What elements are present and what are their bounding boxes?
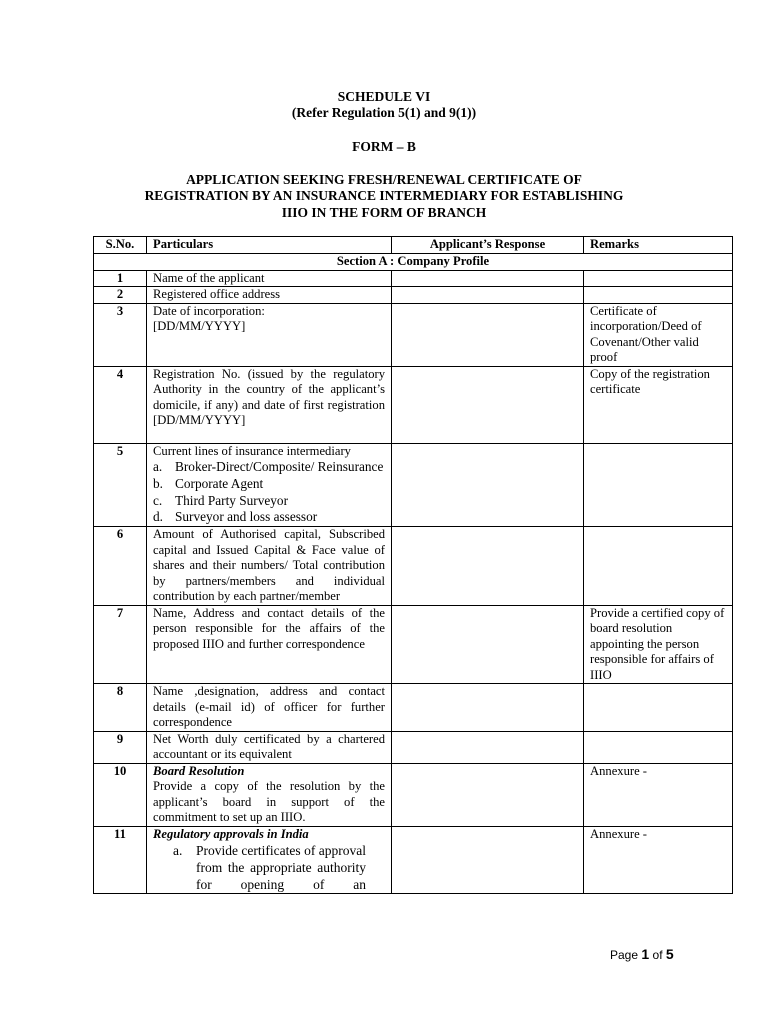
table-row (94, 366, 733, 443)
row-particulars: Registered office address (147, 287, 392, 304)
row-subheading: Board Resolution (153, 763, 245, 778)
section-a-heading: Section A : Company Profile (94, 254, 733, 271)
list-letter: d. (153, 509, 163, 525)
row-particulars: Net Worth duly certificated by a chartered accountant or its equivalent (147, 731, 392, 763)
row-particulars: Name of the applicant (147, 270, 392, 287)
title-line-1: APPLICATION SEEKING FRESH/RENEWAL CERTIFICATE OF (186, 172, 582, 187)
title-line-3: IIIO IN THE FORM OF BRANCH (281, 205, 487, 220)
row-remarks: Certificate of incorporation/Deed of Covenant/Other valid proof (584, 303, 733, 366)
row-subheading: Regulatory approvals in India (153, 826, 309, 841)
row-remarks: Annexure - (584, 826, 733, 894)
response-cell[interactable] (392, 826, 584, 894)
table-row (94, 303, 733, 366)
response-cell[interactable] (392, 684, 584, 732)
table-row (94, 826, 733, 894)
table-row (94, 605, 733, 684)
list-letter: b. (153, 475, 163, 491)
row-remarks (584, 684, 733, 732)
table-row (94, 763, 733, 826)
list-item (153, 509, 385, 526)
row-particulars (147, 763, 392, 826)
row-remarks (584, 443, 733, 527)
list-item (153, 459, 385, 476)
row-remarks (584, 270, 733, 287)
table-row (94, 443, 733, 527)
section-row (94, 254, 733, 271)
table-header-row (94, 237, 733, 254)
list-item (173, 842, 385, 893)
row-particulars: Name ,designation, address and contact details (e-mail id) of officer for further correspondence (147, 684, 392, 732)
response-cell[interactable] (392, 731, 584, 763)
response-cell[interactable] (392, 605, 584, 684)
page-number: 1 (641, 946, 650, 962)
response-cell[interactable] (392, 287, 584, 304)
column-header-particulars: Particulars (147, 237, 392, 254)
table-row (94, 527, 733, 606)
particulars-intro: Current lines of insurance intermediary (153, 443, 351, 458)
column-header-remarks: Remarks (584, 237, 733, 254)
list-letter: a. (153, 459, 163, 474)
response-cell[interactable] (392, 270, 584, 287)
page-total: 5 (665, 946, 674, 962)
row-sno: 9 (94, 731, 147, 763)
list-item (153, 476, 385, 493)
list-text: Provide certificates of approval from the appropriate authority for opening of an (196, 843, 366, 893)
regulation-reference: (Refer Regulation 5(1) and 9(1)) (291, 105, 477, 120)
column-header-sno: S.No. (94, 237, 147, 254)
page-footer (610, 946, 674, 962)
table-row (94, 731, 733, 763)
intermediary-lines-list (153, 459, 385, 526)
row-sno: 4 (94, 366, 147, 443)
list-text: Broker-Direct/Composite/ Reinsurance (175, 459, 384, 474)
schedule-heading: SCHEDULE VI (337, 89, 431, 104)
row-remarks: Annexure - (584, 763, 733, 826)
row-sno: 5 (94, 443, 147, 527)
table-row (94, 287, 733, 304)
list-text: Corporate Agent (175, 475, 264, 491)
response-cell[interactable] (392, 443, 584, 527)
response-cell[interactable] (392, 763, 584, 826)
list-letter: c. (153, 492, 163, 508)
row-sno: 11 (94, 826, 147, 894)
table-row (94, 684, 733, 732)
title-line-2: REGISTRATION BY AN INSURANCE INTERMEDIARY FOR ESTABLISHING (144, 188, 624, 203)
row-remarks: Provide a certified copy of board resolution appointing the person responsible for affairs of IIIO (584, 605, 733, 684)
list-text: Surveyor and loss assessor (175, 509, 318, 525)
row-particulars (147, 303, 392, 366)
particulars-line: [DD/MM/YYYY] (153, 319, 246, 333)
application-form-table (93, 236, 733, 894)
response-cell[interactable] (392, 527, 584, 606)
regulatory-approvals-list (153, 842, 385, 893)
row-sno: 7 (94, 605, 147, 684)
row-remarks (584, 731, 733, 763)
list-letter: a. (173, 843, 183, 859)
row-particulars (147, 826, 392, 894)
row-description: Provide a copy of the resolution by the applicant’s board in support of the commitment to set up an IIIO. (153, 779, 385, 825)
of-word: of (652, 948, 663, 962)
list-item (153, 493, 385, 510)
row-particulars: Registration No. (issued by the regulatory Authority in the country of the applicant’s domicile, if any) and date of first registration [DD/MM/YYYY] (147, 366, 392, 443)
table-row (94, 270, 733, 287)
row-sno: 3 (94, 303, 147, 366)
row-remarks (584, 287, 733, 304)
row-particulars: Name, Address and contact details of the person responsible for the affairs of the proposed IIIO and further correspondence (147, 605, 392, 684)
column-header-response: Applicant’s Response (392, 237, 584, 254)
row-particulars: Amount of Authorised capital, Subscribed capital and Issued Capital & Face value of shares and their numbers/ Total contribution by partners/members and individual contribution by each partner/member (147, 527, 392, 606)
row-sno: 1 (94, 270, 147, 287)
response-cell[interactable] (392, 366, 584, 443)
list-text: Third Party Surveyor (175, 492, 289, 508)
particulars-line: Date of incorporation: (153, 303, 265, 318)
row-remarks: Copy of the registration certificate (584, 366, 733, 443)
row-particulars (147, 443, 392, 527)
row-sno: 8 (94, 684, 147, 732)
form-heading: FORM – B (352, 139, 416, 154)
row-remarks (584, 527, 733, 606)
page-word: Page (610, 948, 639, 962)
response-cell[interactable] (392, 303, 584, 366)
row-sno: 6 (94, 527, 147, 606)
row-sno: 10 (94, 763, 147, 826)
row-sno: 2 (94, 287, 147, 304)
